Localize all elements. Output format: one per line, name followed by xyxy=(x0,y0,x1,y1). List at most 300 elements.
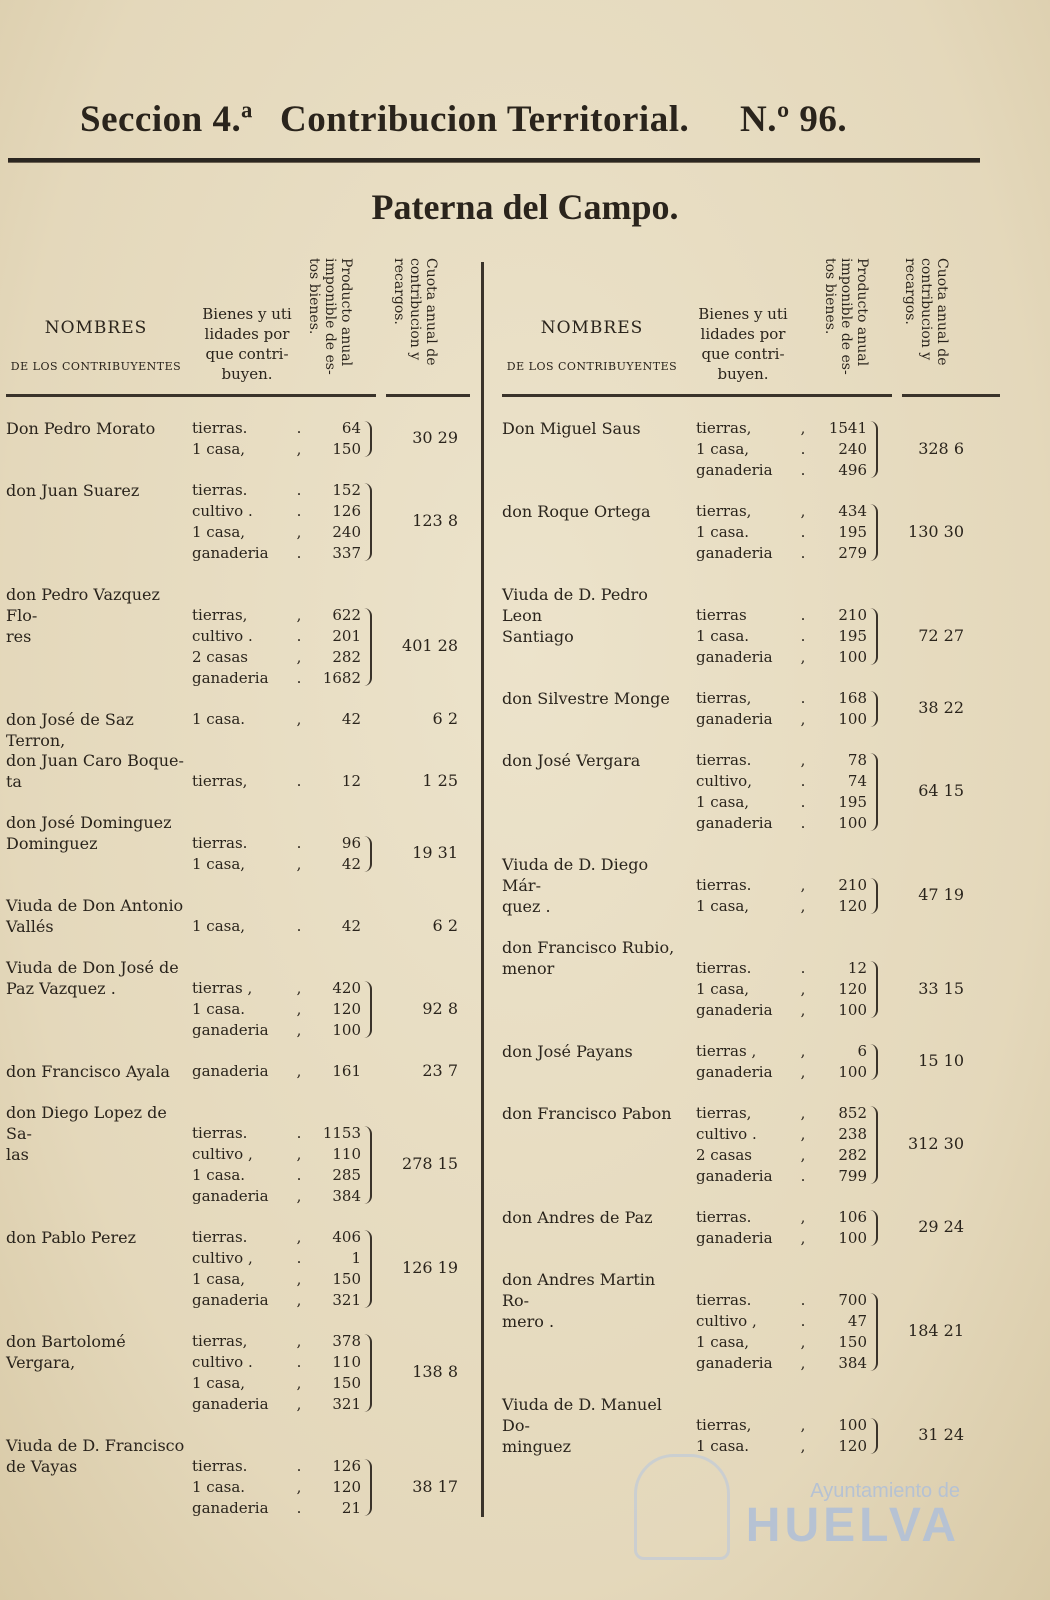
property-mark: , xyxy=(800,1437,806,1455)
property-mark: . xyxy=(296,1353,302,1371)
property-list xyxy=(192,1061,361,1082)
property-list xyxy=(696,750,867,834)
property-row xyxy=(192,1477,361,1498)
header-cuota: Cuota anual de contribucion y recargos. xyxy=(902,258,950,366)
property-type: 1 casa. xyxy=(696,1437,750,1455)
property-mark: . xyxy=(800,689,806,707)
property-list xyxy=(192,1456,361,1519)
property-type: tierras, xyxy=(696,1104,752,1122)
property-row xyxy=(192,543,361,564)
property-mark: , xyxy=(800,419,806,437)
annual-quota: 138 8 xyxy=(412,1362,458,1381)
list-item xyxy=(502,1207,980,1249)
property-mark: . xyxy=(800,440,806,458)
property-row xyxy=(696,1415,867,1436)
property-list xyxy=(696,1290,867,1374)
taxpayer-name: Viuda de D. Francisco de Vayas xyxy=(6,1436,185,1476)
property-mark: , xyxy=(800,980,806,998)
property-value: 100 xyxy=(838,1416,867,1434)
property-type: tierras. xyxy=(192,419,248,437)
property-value: 42 xyxy=(341,917,361,935)
property-mark: , xyxy=(296,1478,302,1496)
property-mark: . xyxy=(800,1167,806,1185)
property-row xyxy=(696,1124,867,1145)
property-row xyxy=(192,418,361,439)
taxpayer-name: don José de Saz Terron, xyxy=(6,710,134,750)
group-brace xyxy=(364,1334,372,1412)
list-item xyxy=(502,584,980,668)
property-value: 120 xyxy=(332,1000,361,1018)
property-mark: . xyxy=(800,606,806,624)
property-mark: . xyxy=(296,481,302,499)
property-type: tierras, xyxy=(696,1416,752,1434)
taxpayer-name: Viuda de Don Antonio Vallés xyxy=(6,896,184,936)
property-type: 1 casa, xyxy=(192,1374,246,1392)
property-list xyxy=(696,501,867,564)
property-mark: , xyxy=(800,1416,806,1434)
property-row xyxy=(192,1165,361,1186)
property-value: 406 xyxy=(332,1228,361,1246)
header-producto: Producto anual imponible de es- tos bienes. xyxy=(822,258,870,375)
property-value: 12 xyxy=(847,959,867,977)
property-row xyxy=(192,1020,361,1041)
property-row xyxy=(696,1103,867,1124)
property-list xyxy=(192,605,361,689)
header-rule-left xyxy=(502,394,892,397)
property-value: 150 xyxy=(332,1270,361,1288)
list-item xyxy=(6,750,470,792)
property-type: ganaderia xyxy=(696,1229,773,1247)
property-row xyxy=(696,626,867,647)
list-item xyxy=(6,1331,470,1415)
property-mark: . xyxy=(800,772,806,790)
property-type: tierras. xyxy=(192,481,248,499)
group-brace xyxy=(364,608,372,686)
property-mark: , xyxy=(800,1125,806,1143)
property-row xyxy=(696,460,867,481)
property-mark: . xyxy=(800,627,806,645)
property-value: 110 xyxy=(332,1353,361,1371)
property-row xyxy=(192,916,361,937)
property-type: ganaderia xyxy=(192,1291,269,1309)
property-list xyxy=(192,709,361,730)
taxpayer-name: don Francisco Pabon xyxy=(502,1104,672,1123)
taxpayer-name: don Bartolomé Vergara, xyxy=(6,1332,126,1372)
property-row xyxy=(192,1144,361,1165)
property-list xyxy=(192,1227,361,1311)
property-row xyxy=(192,999,361,1020)
annual-quota: 123 8 xyxy=(412,511,458,530)
group-brace xyxy=(364,1126,372,1204)
property-value: 384 xyxy=(838,1354,867,1372)
property-value: 161 xyxy=(332,1062,361,1080)
property-value: 120 xyxy=(838,1437,867,1455)
property-row xyxy=(192,1352,361,1373)
property-value: 240 xyxy=(332,523,361,541)
taxpayer-name: don Silvestre Monge xyxy=(502,689,670,708)
property-mark: , xyxy=(800,648,806,666)
property-type: cultivo , xyxy=(192,1145,253,1163)
list-item xyxy=(502,501,980,564)
property-type: ganaderia xyxy=(192,544,269,562)
section-title: Contribucion Territorial. xyxy=(280,99,690,140)
property-value: 1153 xyxy=(322,1124,361,1142)
property-value: 110 xyxy=(332,1145,361,1163)
list-item xyxy=(502,1269,980,1374)
property-row xyxy=(192,1123,361,1144)
property-value: 42 xyxy=(341,855,361,873)
property-value: 78 xyxy=(847,751,867,769)
property-row xyxy=(696,1041,867,1062)
property-row xyxy=(192,626,361,647)
property-type: 1 casa, xyxy=(696,793,750,811)
property-row xyxy=(696,1228,867,1249)
group-brace xyxy=(870,878,878,914)
property-type: tierras , xyxy=(192,979,253,997)
annual-quota: 278 15 xyxy=(402,1154,458,1173)
taxpayer-name: Viuda de D. Pedro Leon Santiago xyxy=(502,585,648,646)
property-row xyxy=(192,854,361,875)
property-value: 852 xyxy=(838,1104,867,1122)
property-mark: , xyxy=(296,1228,302,1246)
property-type: 2 casas xyxy=(192,648,248,666)
property-row xyxy=(192,1394,361,1415)
header-bienes: Bienes y uti lidades por que contri- buyen. xyxy=(202,305,292,383)
taxpayer-name: Don Miguel Saus xyxy=(502,419,641,438)
table-header xyxy=(6,256,470,406)
property-type: ganaderia xyxy=(696,461,773,479)
property-list xyxy=(696,958,867,1021)
annual-quota: 38 17 xyxy=(412,1476,458,1496)
property-mark: , xyxy=(296,855,302,873)
list-item xyxy=(6,1227,470,1311)
list-item xyxy=(502,937,980,1021)
property-row xyxy=(696,771,867,792)
property-mark: . xyxy=(800,544,806,562)
annual-quota: 72 27 xyxy=(918,625,964,645)
property-type: 1 casa. xyxy=(696,627,750,645)
property-value: 12 xyxy=(341,772,361,790)
group-brace xyxy=(870,1106,878,1184)
property-row xyxy=(696,688,867,709)
property-mark: . xyxy=(800,1291,806,1309)
annual-quota: 64 15 xyxy=(918,781,964,800)
right-column xyxy=(502,256,980,1516)
property-mark: . xyxy=(800,793,806,811)
property-type: tierras. xyxy=(192,1228,248,1246)
property-row xyxy=(696,875,867,896)
list-item xyxy=(6,480,470,564)
property-row xyxy=(696,1000,867,1021)
property-value: 1541 xyxy=(828,419,867,437)
property-row xyxy=(192,439,361,460)
property-type: ganaderia xyxy=(696,1001,773,1019)
list-item xyxy=(502,1394,980,1457)
property-value: 201 xyxy=(332,627,361,645)
property-value: 126 xyxy=(332,502,361,520)
property-type: cultivo , xyxy=(696,1312,757,1330)
property-value: 378 xyxy=(332,1332,361,1350)
property-row xyxy=(192,833,361,854)
property-mark: , xyxy=(800,1001,806,1019)
property-type: ganaderia xyxy=(696,648,773,666)
property-mark: . xyxy=(296,1166,302,1184)
list-item xyxy=(502,854,980,917)
property-value: 21 xyxy=(341,1499,361,1517)
property-row xyxy=(696,792,867,813)
property-row xyxy=(192,1186,361,1207)
property-list xyxy=(192,1123,361,1207)
property-type: ganaderia xyxy=(696,710,773,728)
property-type: tierras. xyxy=(696,876,752,894)
property-type: tierras , xyxy=(696,1042,757,1060)
property-row xyxy=(192,480,361,501)
annual-quota: 92 8 xyxy=(422,998,458,1018)
property-mark: , xyxy=(800,502,806,520)
header-rule-right xyxy=(386,394,470,397)
annual-quota: 130 30 xyxy=(908,521,964,541)
property-list xyxy=(192,916,361,937)
property-type: ganaderia xyxy=(192,1187,269,1205)
property-value: 210 xyxy=(838,606,867,624)
property-mark: , xyxy=(296,1145,302,1163)
property-mark: , xyxy=(800,1146,806,1164)
page-number: N.º 96. xyxy=(740,99,848,140)
property-mark: , xyxy=(296,1291,302,1309)
property-type: tierras, xyxy=(696,689,752,707)
property-value: 42 xyxy=(341,710,361,728)
property-type: cultivo . xyxy=(696,1125,757,1143)
property-value: 1 xyxy=(351,1249,361,1267)
property-value: 150 xyxy=(332,1374,361,1392)
property-value: 622 xyxy=(332,606,361,624)
property-type: ganaderia xyxy=(192,1021,269,1039)
annual-quota: 6 2 xyxy=(432,708,458,728)
property-mark: . xyxy=(296,419,302,437)
header-names xyxy=(502,318,682,373)
property-value: 799 xyxy=(838,1167,867,1185)
property-list xyxy=(696,418,867,481)
group-brace xyxy=(870,753,878,831)
property-type: cultivo , xyxy=(192,1249,253,1267)
property-value: 6 xyxy=(857,1042,867,1060)
property-row xyxy=(696,605,867,626)
property-type: 1 casa. xyxy=(192,710,246,728)
property-row xyxy=(696,709,867,730)
taxpayer-name: don Roque Ortega xyxy=(502,502,651,521)
taxpayer-name: don Pablo Perez xyxy=(6,1228,136,1247)
property-row xyxy=(696,1436,867,1457)
property-row xyxy=(192,501,361,522)
property-value: 100 xyxy=(838,710,867,728)
property-row xyxy=(696,1166,867,1187)
taxpayer-name: Viuda de D. Manuel Do- minguez xyxy=(502,1395,662,1456)
property-mark: . xyxy=(800,814,806,832)
annual-quota: 29 24 xyxy=(918,1217,964,1236)
property-value: 434 xyxy=(838,502,867,520)
property-mark: , xyxy=(296,440,302,458)
header-names xyxy=(6,318,186,373)
property-mark: . xyxy=(296,772,302,790)
property-row xyxy=(192,1331,361,1352)
property-list xyxy=(696,875,867,917)
property-type: ganaderia xyxy=(192,1062,269,1080)
property-value: 74 xyxy=(847,772,867,790)
property-mark: , xyxy=(296,648,302,666)
annual-quota: 401 28 xyxy=(402,636,458,655)
header-cuota: Cuota anual de contribucion y recargos. xyxy=(391,258,439,366)
property-row xyxy=(696,979,867,1000)
list-item xyxy=(502,1041,980,1083)
property-list xyxy=(696,688,867,730)
property-value: 279 xyxy=(838,544,867,562)
annual-quota: 312 30 xyxy=(908,1134,964,1153)
property-type: tierras, xyxy=(696,419,752,437)
property-list xyxy=(192,418,361,460)
property-value: 384 xyxy=(332,1187,361,1205)
property-type: 1 casa, xyxy=(192,917,246,935)
annual-quota: 15 10 xyxy=(918,1051,964,1070)
property-value: 195 xyxy=(838,627,867,645)
property-mark: . xyxy=(296,1457,302,1475)
property-list xyxy=(192,771,361,792)
group-brace xyxy=(870,691,878,727)
property-mark: , xyxy=(296,979,302,997)
property-row xyxy=(696,1353,867,1374)
property-row xyxy=(192,1061,361,1082)
property-type: tierras, xyxy=(696,502,752,520)
property-mark: , xyxy=(800,1229,806,1247)
taxpayer-name: Don Pedro Morato xyxy=(6,419,156,438)
property-mark: , xyxy=(800,1063,806,1081)
property-value: 126 xyxy=(332,1457,361,1475)
property-type: 1 casa. xyxy=(696,523,750,541)
property-row xyxy=(192,522,361,543)
property-mark: , xyxy=(800,897,806,915)
group-brace xyxy=(364,1459,372,1516)
property-mark: . xyxy=(296,1249,302,1267)
group-brace xyxy=(870,961,878,1018)
property-mark: , xyxy=(296,523,302,541)
property-type: ganaderia xyxy=(696,1354,773,1372)
property-mark: , xyxy=(800,1042,806,1060)
annual-quota: 31 24 xyxy=(918,1425,964,1444)
property-row xyxy=(192,1248,361,1269)
property-row xyxy=(192,1269,361,1290)
property-list xyxy=(696,1207,867,1249)
property-row xyxy=(696,958,867,979)
property-mark: , xyxy=(800,1354,806,1372)
property-value: 96 xyxy=(341,834,361,852)
property-type: ganaderia xyxy=(192,1395,269,1413)
property-type: tierras. xyxy=(696,1208,752,1226)
property-row xyxy=(696,813,867,834)
list-item xyxy=(6,584,470,689)
taxpayer-name: don José Dominguez Dominguez xyxy=(6,813,172,853)
group-brace xyxy=(870,504,878,561)
property-type: 1 casa. xyxy=(192,1166,246,1184)
group-brace xyxy=(364,483,372,561)
section-label: Seccion 4.ª xyxy=(80,99,253,140)
property-mark: . xyxy=(296,544,302,562)
property-row xyxy=(192,668,361,689)
property-value: 47 xyxy=(847,1312,867,1330)
property-type: tierras, xyxy=(192,606,248,624)
header-rule-left xyxy=(6,394,376,397)
property-row xyxy=(192,1290,361,1311)
property-mark: , xyxy=(800,751,806,769)
property-mark: , xyxy=(296,1395,302,1413)
property-type: cultivo . xyxy=(192,1353,253,1371)
annual-quota: 328 6 xyxy=(918,438,964,458)
group-brace xyxy=(870,1418,878,1454)
property-list xyxy=(696,605,867,668)
header-rule xyxy=(8,158,980,163)
taxpayer-name: Viuda de D. Diego Már- quez . xyxy=(502,855,649,916)
property-type: tierras xyxy=(696,606,747,624)
property-mark: . xyxy=(296,502,302,520)
property-row xyxy=(696,522,867,543)
property-mark: . xyxy=(296,1499,302,1517)
property-list xyxy=(192,978,361,1041)
property-value: 1682 xyxy=(322,669,361,687)
property-value: 195 xyxy=(838,793,867,811)
taxpayer-name: don Juan Caro Boque- ta xyxy=(6,751,184,791)
property-row xyxy=(192,647,361,668)
property-mark: , xyxy=(296,1374,302,1392)
property-type: tierras. xyxy=(696,1291,752,1309)
property-value: 120 xyxy=(838,897,867,915)
property-list xyxy=(696,1103,867,1187)
property-type: cultivo . xyxy=(192,502,253,520)
property-row xyxy=(696,1311,867,1332)
list-item xyxy=(502,418,980,481)
property-row xyxy=(696,1062,867,1083)
property-mark: , xyxy=(296,1332,302,1350)
annual-quota: 33 15 xyxy=(918,978,964,998)
property-value: 100 xyxy=(838,1229,867,1247)
property-row xyxy=(696,543,867,564)
table-header xyxy=(502,256,980,406)
taxpayer-name: don Pedro Vazquez Flo- res xyxy=(6,585,160,646)
property-row xyxy=(696,418,867,439)
group-brace xyxy=(870,608,878,665)
taxpayer-name: don José Payans xyxy=(502,1042,633,1061)
property-type: tierras. xyxy=(696,959,752,977)
property-type: 1 casa, xyxy=(696,897,750,915)
group-brace xyxy=(870,1210,878,1246)
taxpayer-name: don Andres Martin Ro- mero . xyxy=(502,1270,656,1331)
annual-quota: 6 2 xyxy=(432,915,458,935)
property-row xyxy=(192,1456,361,1477)
property-row xyxy=(696,1207,867,1228)
list-item xyxy=(502,750,980,834)
property-type: 1 casa, xyxy=(696,440,750,458)
property-value: 282 xyxy=(838,1146,867,1164)
property-type: ganaderia xyxy=(696,1167,773,1185)
property-mark: , xyxy=(800,710,806,728)
property-value: 420 xyxy=(332,979,361,997)
property-list xyxy=(192,833,361,875)
annual-quota: 184 21 xyxy=(908,1321,964,1340)
property-row xyxy=(696,439,867,460)
property-mark: , xyxy=(296,710,302,728)
list-item xyxy=(6,418,470,460)
property-type: tierras, xyxy=(192,772,248,790)
group-brace xyxy=(870,1293,878,1371)
property-type: 1 casa, xyxy=(192,855,246,873)
watermark xyxy=(660,1480,960,1560)
